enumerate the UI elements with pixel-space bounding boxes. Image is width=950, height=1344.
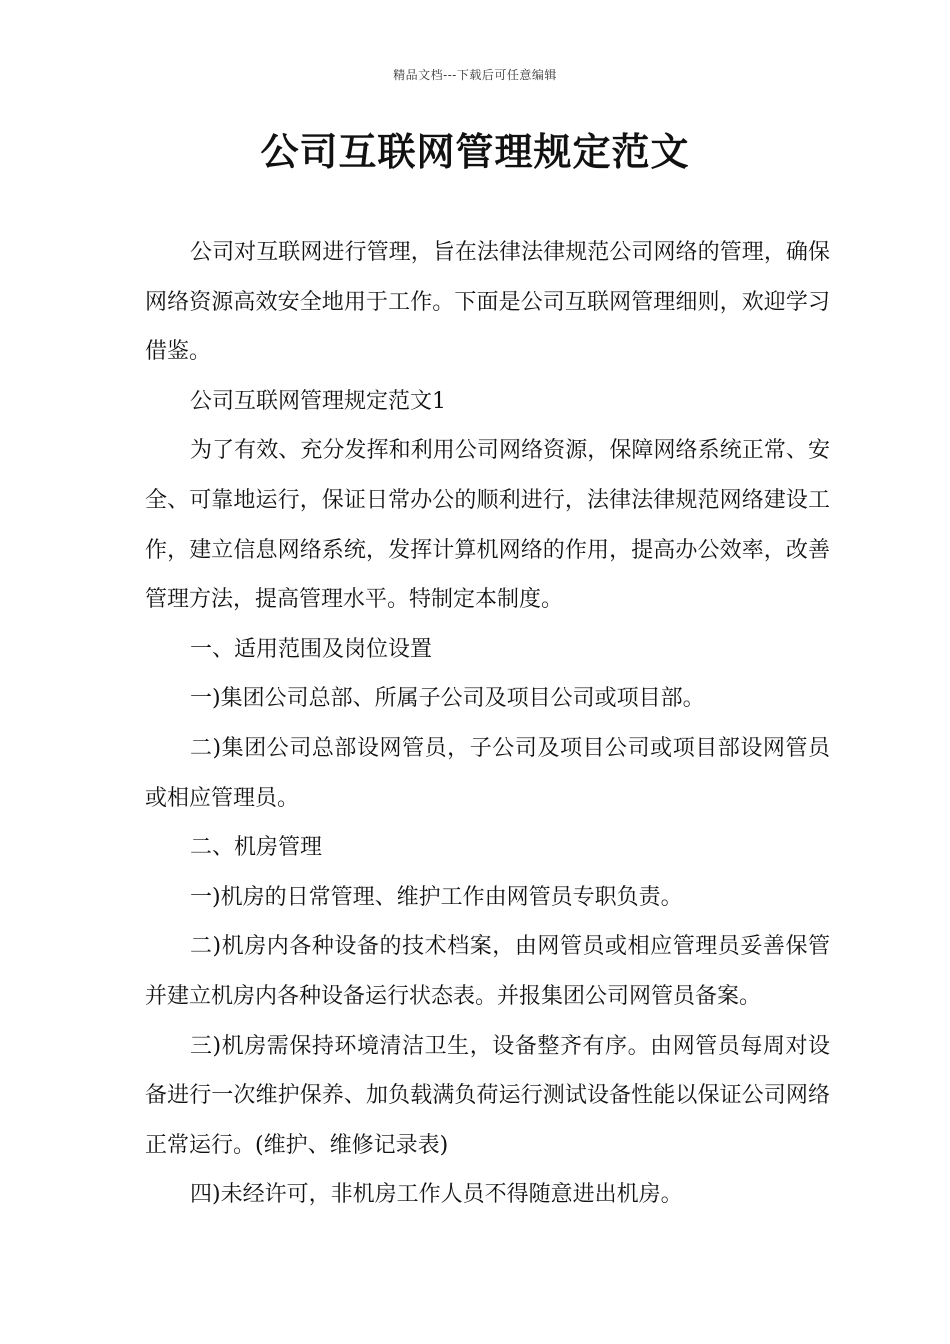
section-heading-machine-room: 二、机房管理 bbox=[190, 835, 323, 861]
document-body bbox=[145, 228, 830, 1220]
paragraph-room-2: 二)机房内各种设备的技术档案，由网管员或相应管理员妥善保管并建立机房内各种设备运行状态表。并报集团公司网管员备案。 bbox=[145, 934, 830, 1009]
paragraph-room-4: 四)未经许可，非机房工作人员不得随意进出机房。 bbox=[190, 1182, 683, 1208]
paragraph-scope-2: 二)集团公司总部设网管员，子公司及项目公司或项目部设网管员或相应管理员。 bbox=[145, 735, 830, 811]
paragraph-intro: 公司对互联网进行管理，旨在法律法律规范公司网络的管理，确保网络资源高效安全地用于工作。下面是公司互联网管理细则，欢迎学习借鉴。 bbox=[145, 240, 830, 365]
header-note: 精品文档---下载后可任意编辑 bbox=[393, 68, 557, 82]
paragraph-scope-1: 一)集团公司总部、所属子公司及项目公司或项目部。 bbox=[190, 686, 705, 712]
paragraph-purpose: 为了有效、充分发挥和利用公司网络资源，保障网络系统正常、安全、可靠地运行，保证日常办公的顺利进行，法律法律规范网络建设工作，建立信息网络系统，发挥计算机网络的作用，提高办公效率，改善管理方法，提高管理水平。特制定本制度。 bbox=[145, 438, 830, 613]
paragraph-room-3: 三)机房需保持环境清洁卫生，设备整齐有序。由网管员每周对设备进行一次维护保养、加负载满负荷运行测试设备性能以保证公司网络正常运行。(维护、维修记录表) bbox=[145, 1033, 830, 1158]
document-title: 公司互联网管理规定范文 bbox=[260, 129, 690, 174]
paragraph-subtitle: 公司互联网管理规定范文1 bbox=[190, 388, 446, 414]
paragraph-room-1: 一)机房的日常管理、维护工作由网管员专职负责。 bbox=[190, 884, 683, 910]
section-heading-scope: 一、适用范围及岗位设置 bbox=[190, 636, 433, 662]
